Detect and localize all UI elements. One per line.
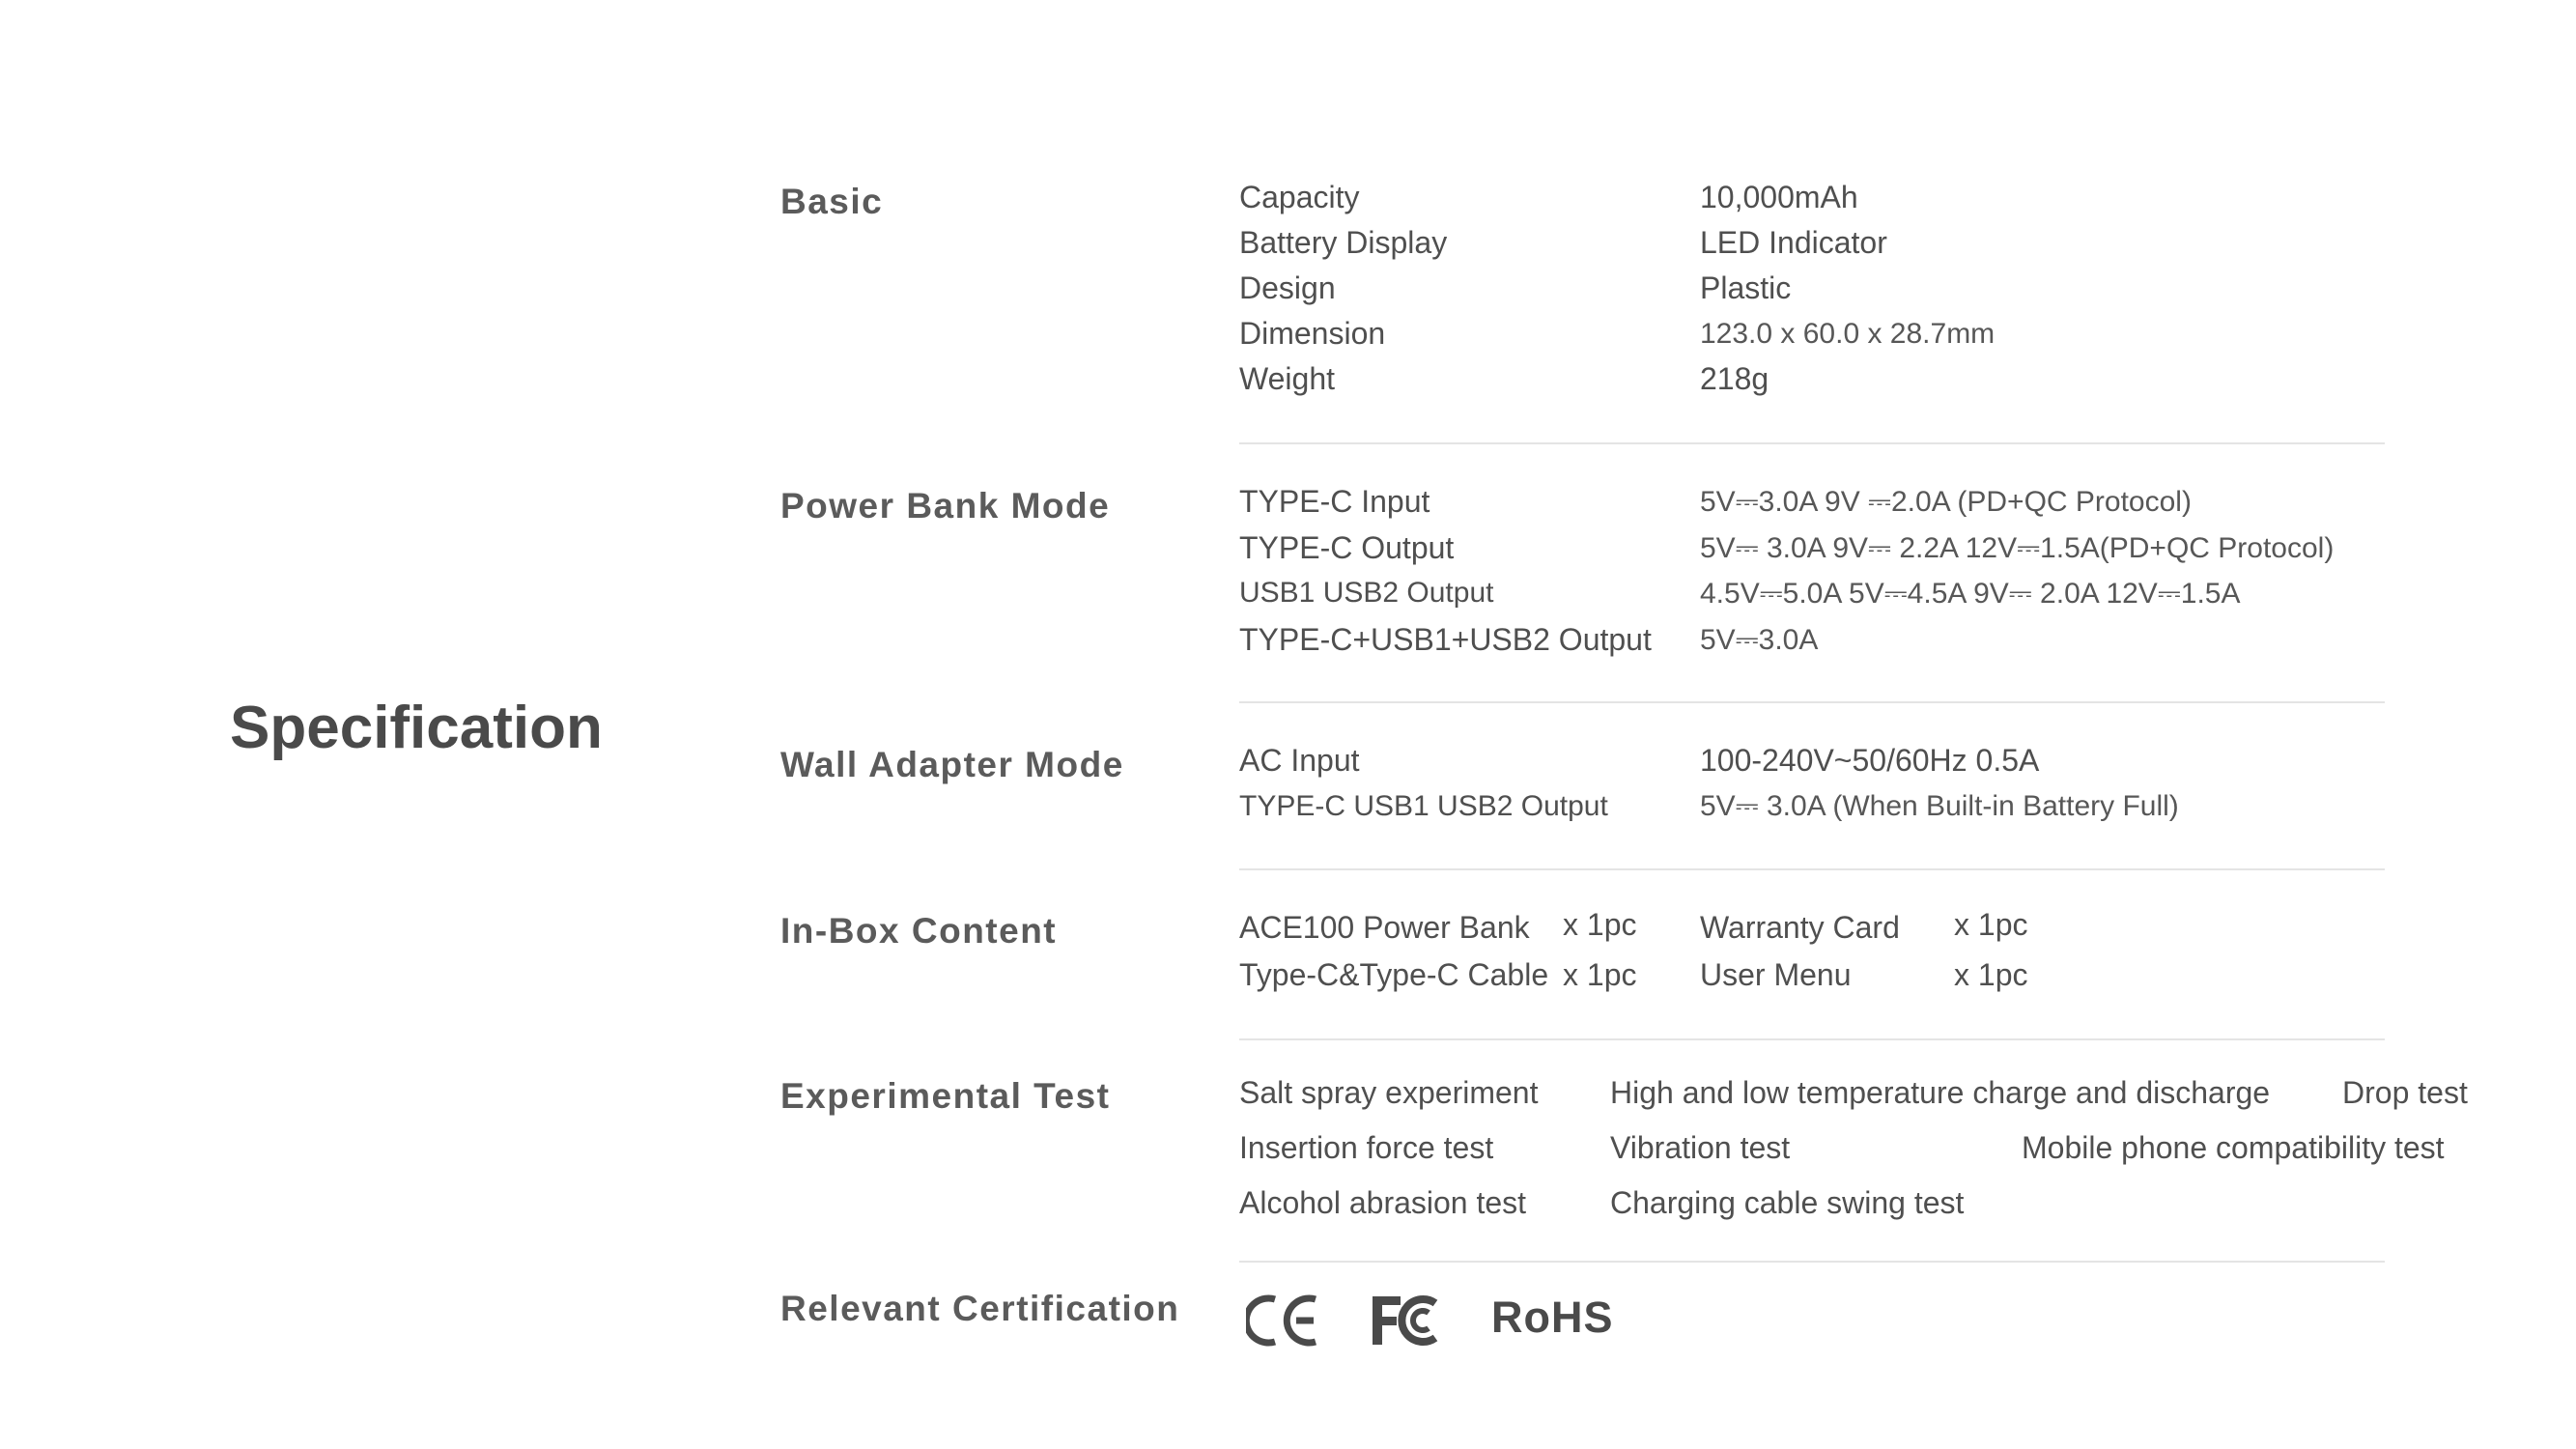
spec-value: Plastic bbox=[1700, 270, 1792, 305]
spec-label: Battery Display bbox=[1239, 225, 1448, 260]
test-item: Charging cable swing test bbox=[1610, 1185, 1965, 1220]
page-title: Specification bbox=[230, 695, 603, 761]
fcc-mark-icon bbox=[1368, 1287, 1445, 1354]
spec-label: TYPE-C Input bbox=[1239, 484, 1430, 519]
section-title-basic: Basic bbox=[780, 182, 884, 221]
inbox-item-name: User Menu bbox=[1700, 957, 1852, 992]
inbox-item-qty: x 1pc bbox=[1954, 907, 2028, 942]
spec-value: 100-240V~50/60Hz 0.5A bbox=[1700, 743, 2040, 778]
test-item: Alcohol abrasion test bbox=[1239, 1185, 1527, 1220]
test-item: Drop test bbox=[2342, 1075, 2468, 1110]
rohs-mark-icon: RoHS bbox=[1491, 1293, 1614, 1342]
inbox-item-qty: x 1pc bbox=[1563, 907, 1637, 942]
inbox-item-name: Warranty Card bbox=[1700, 910, 1900, 945]
inbox-item-qty: x 1pc bbox=[1954, 957, 2028, 992]
spec-value: 5V⎓ 3.0A 9V⎓ 2.2A 12V⎓1.5A(PD+QC Protocol) bbox=[1700, 532, 2335, 564]
spec-value: 4.5V⎓5.0A 5V⎓4.5A 9V⎓ 2.0A 12V⎓1.5A bbox=[1700, 578, 2241, 610]
spec-label: TYPE-C+USB1+USB2 Output bbox=[1239, 622, 1652, 657]
spec-value: 5V⎓3.0A bbox=[1700, 624, 1819, 656]
ce-mark-icon bbox=[1246, 1287, 1323, 1354]
spec-label: Weight bbox=[1239, 361, 1336, 396]
section-divider bbox=[1239, 1038, 2385, 1040]
inbox-item-name: ACE100 Power Bank bbox=[1239, 910, 1530, 945]
inbox-item-qty: x 1pc bbox=[1563, 957, 1637, 992]
test-item: High and low temperature charge and discharge bbox=[1610, 1075, 2271, 1110]
test-item: Insertion force test bbox=[1239, 1130, 1494, 1165]
section-divider bbox=[1239, 442, 2385, 444]
spec-label: Dimension bbox=[1239, 316, 1386, 351]
spec-value: 218g bbox=[1700, 361, 1769, 396]
spec-label: Capacity bbox=[1239, 180, 1360, 214]
section-title-power-bank-mode: Power Bank Mode bbox=[780, 486, 1111, 526]
spec-value: 5V⎓ 3.0A (When Built-in Battery Full) bbox=[1700, 790, 2179, 822]
spec-label: AC Input bbox=[1239, 743, 1360, 778]
section-divider bbox=[1239, 1261, 2385, 1263]
test-item: Vibration test bbox=[1610, 1130, 1791, 1165]
section-title-relevant-certification: Relevant Certification bbox=[780, 1289, 1180, 1328]
spec-label: Design bbox=[1239, 270, 1336, 305]
section-title-experimental-test: Experimental Test bbox=[780, 1076, 1111, 1116]
spec-label: USB1 USB2 Output bbox=[1239, 577, 1494, 609]
spec-value: LED Indicator bbox=[1700, 225, 1887, 260]
test-item: Mobile phone compatibility test bbox=[2022, 1130, 2445, 1165]
section-title-wall-adapter-mode: Wall Adapter Mode bbox=[780, 745, 1124, 784]
spec-label: TYPE-C USB1 USB2 Output bbox=[1239, 790, 1608, 822]
spec-value: 123.0 x 60.0 x 28.7mm bbox=[1700, 318, 1996, 350]
inbox-item-name: Type-C&Type-C Cable bbox=[1239, 957, 1549, 992]
spec-value: 5V⎓3.0A 9V ⎓2.0A (PD+QC Protocol) bbox=[1700, 486, 2192, 518]
spec-value: 10,000mAh bbox=[1700, 180, 1858, 214]
section-divider bbox=[1239, 701, 2385, 703]
spec-label: TYPE-C Output bbox=[1239, 530, 1455, 565]
test-item: Salt spray experiment bbox=[1239, 1075, 1539, 1110]
section-title-in-box-content: In-Box Content bbox=[780, 911, 1058, 951]
section-divider bbox=[1239, 868, 2385, 870]
